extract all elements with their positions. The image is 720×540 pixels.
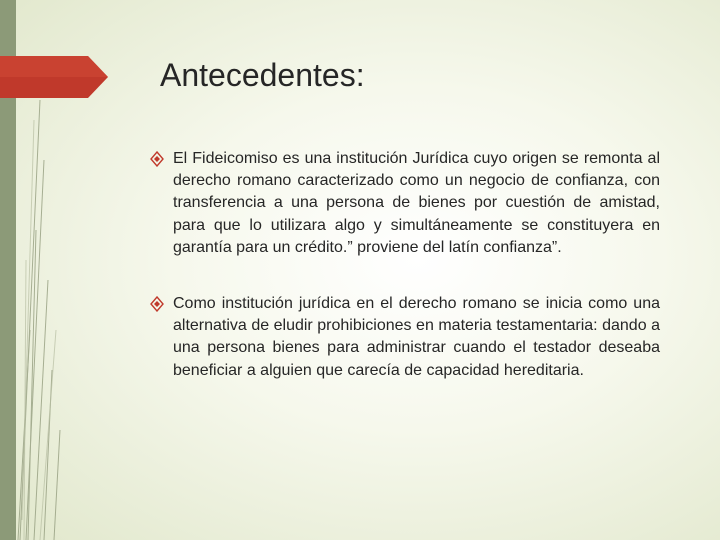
slide-title: Antecedentes: (160, 57, 365, 93)
diamond-bullet-icon (150, 151, 164, 167)
diamond-bullet-icon (150, 296, 164, 312)
bullet-text: Como institución jurídica en el derecho romano se inicia como una alternativa de eludir prohibiciones en materia testamentaria: dando a una persona bienes para administrar cuando el testador deseaba beneficiar a alguien que carecía de capacidad hereditaria. (173, 295, 660, 379)
bullet-text: El Fideicomiso es una institución Jurídica cuyo origen se remonta al derecho romano caracterizado como un negocio de confianza, con transferencia a una persona de bienes por cuestión de amistad, para que lo utilizara algo y simultáneamente se constituyera en garantía para un crédito.” proviene del latín confianza”. (173, 150, 660, 256)
bullet-list (150, 148, 660, 382)
bullet-item (150, 293, 660, 382)
bullet-item (150, 148, 660, 259)
title-accent-tab (0, 56, 108, 98)
